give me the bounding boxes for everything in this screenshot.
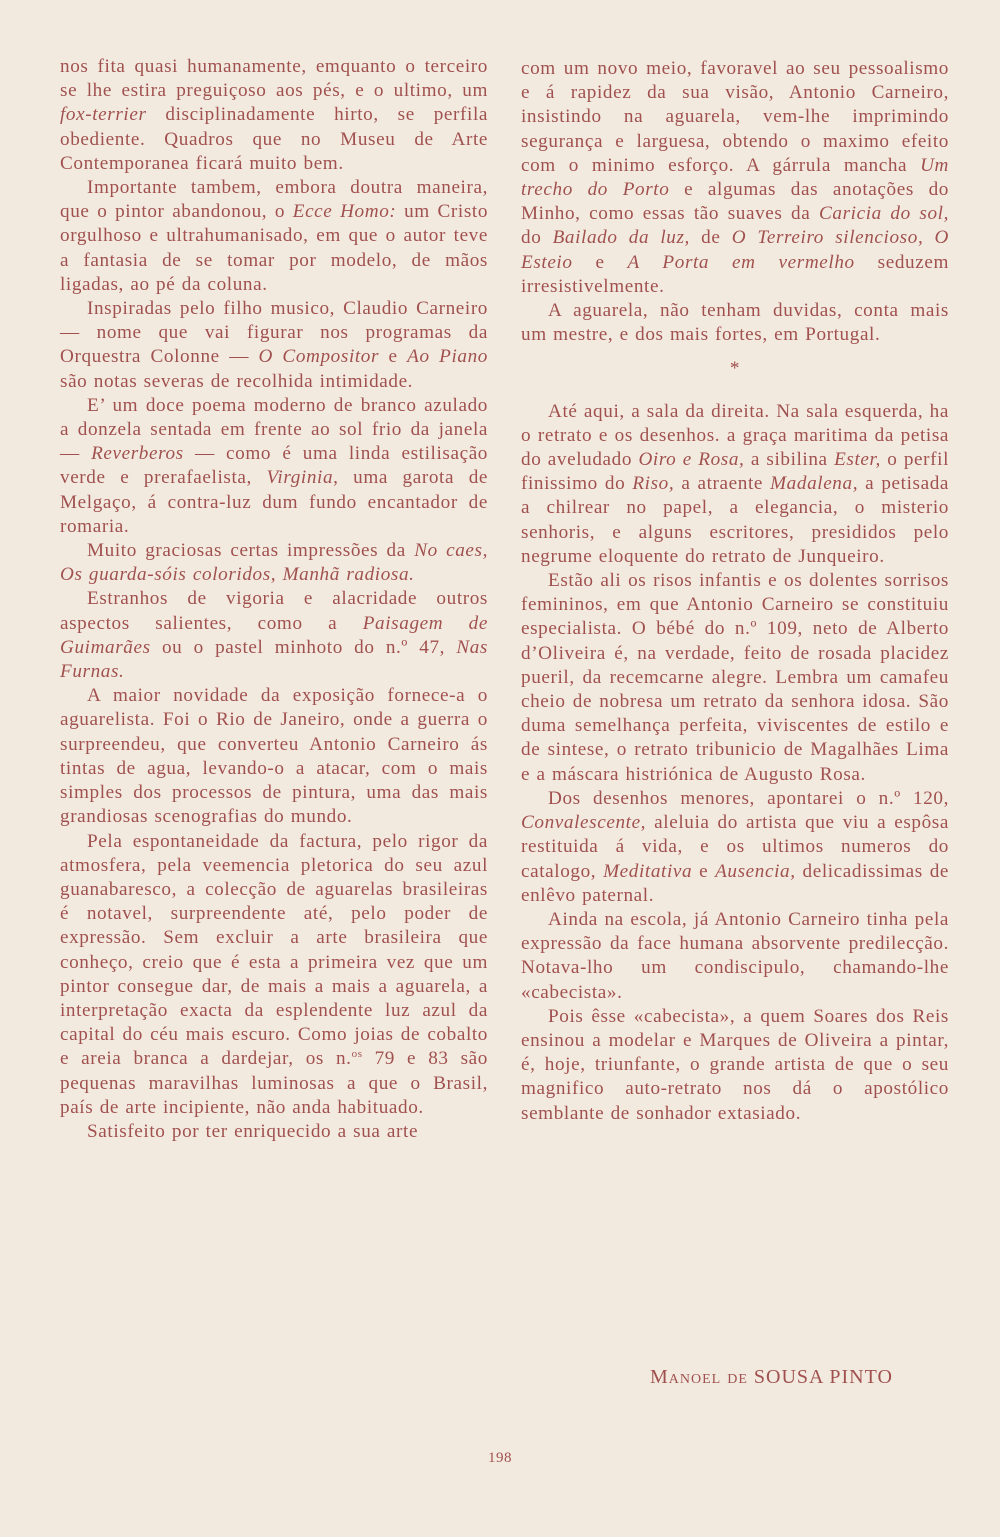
left_column-paragraph: Estranhos de vigoria e alacridade outros aspectos salientes, como a Paisagem de Guimarães ou o pastel minhoto do n.º 47, Nas Furnas. [60, 588, 488, 683]
author-signature [650, 1366, 893, 1389]
right_column-paragraph: Ainda na escola, já Antonio Carneiro tinha pela expressão da face humana absorvente predilecção. Notava-lho um condiscipulo, chamando-lhe «cabecista». [521, 908, 949, 1003]
signature-first-name: Manoel de [650, 1366, 748, 1388]
right_column-paragraph: Até aqui, a sala da direita. Na sala esquerda, ha o retrato e os desenhos. a graça maritima da petisa do aveludado Oiro e Rosa, a sibilina Ester, o perfil finissimo do Riso, a atraente Madalena, a petisada a chilrear no papel, a elegancia, o misterio senhoris, e alguns escritores, presididos pelo negrume eloquente do retrato de Junqueiro. [521, 400, 949, 567]
left_column-paragraph: nos fita quasi humanamente, emquanto o terceiro se lhe estira preguiçoso aos pés, e o ultimo, um fox-terrier disciplinadamente hirto, se perfila obediente. Quadros que no Museu de Arte Contemporanea ficará muito bem. [60, 56, 488, 174]
right-column [521, 57, 949, 1126]
left_column-paragraph: Pela espontaneidade da factura, pelo rigor da atmosfera, pela veemencia pletorica do seu azul guanabaresco, a colecção de aguarelas brasileiras é notavel, surpreendente até, pelo poder de expressão. Sem excluir a arte brasileira que conheço, creio que é esta a primeira vez que um pintor consegue dar, de mais a mais a aguarela, a interpretação exacta da esplendente luz azul da capital do céu mais escuro. Como joias de cobalto e areia branca a dardejar, os n.$^{os}$ 79 e 83 são pequenas maravilhas luminosas a que o Brasil, país de arte incipiente, não anda habituado. [60, 830, 488, 1118]
signature-last-name: SOUSA PINTO [753, 1366, 893, 1388]
left_column-paragraph: Importante tambem, embora doutra maneira, que o pintor abandonou, o Ecce Homo: um Cristo orgulhoso e ultrahumanisado, em que o autor teve a fantasia de se tomar por modelo, de mãos ligadas, ao pé da coluna. [60, 177, 489, 295]
left_column-paragraph: Satisfeito por ter enriquecido a sua arte [87, 1120, 419, 1142]
right_column-paragraph: * [729, 358, 741, 380]
left_column-paragraph: E’ um doce poema moderno de branco azulado a donzela sentada em frente ao sol frio da janela — Reverberos — como é uma linda estilisação verde e prerafaelista, Virginia, uma garota de Melgaço, á contra-luz dum fundo encantador de romaria. [60, 394, 489, 537]
right_column-paragraph: Dos desenhos menores, apontarei o n.º 120, Convalescente, aleluia do artista que viu a espôsa restituida á vida, e os ultimos numeros do catalogo, Meditativa e Ausencia, delicadissimas de enlêvo paternal. [521, 787, 949, 906]
left-column [60, 55, 488, 1144]
right_column-paragraph: com um novo meio, favoravel ao seu pessoalismo e á rapidez da sua visão, Antonio Carneiro, insistindo na aguarela, vem-lhe imprimindo segurança e larguesa, obtendo o maximo efeito com o minimo esforço. A gárrula mancha Um trecho do Porto e algumas das anotações do Minho, como essas tão suaves da Caricia do sol, do Bailado da luz, de O Terreiro silencioso, O Esteio e A Porta em vermelho seduzem irresistivelmente. [521, 58, 950, 297]
left_column-paragraph: Muito graciosas certas impressões da No caes, Os guarda-sóis coloridos, Manhã radiosa. [60, 540, 488, 586]
right_column-paragraph: Estão ali os risos infantis e os dolentes sorrisos femininos, em que Antonio Carneiro se constituiu especialista. O bébé do n.º 109, neto de Alberto d’Oliveira é, na verdade, feito de rosada placidez pueril, da recemcarne alegre. Lembra um camafeu cheio de nobresa um retrato da senhora idosa. São duma semelhança perfeita, viviscentes de estilo e de sintese, o retrato tribunicio de Magalhães Lima e a máscara histriónica de Augusto Rosa. [521, 570, 949, 785]
left_column-paragraph: A maior novidade da exposição fornece-a o aguarelista. Foi o Rio de Janeiro, onde a guerra o surpreendeu, que converteu Antonio Carneiro ás tintas de agua, levando-o a atacar, com o mais simples dos processos de pintura, uma das mais grandiosas scenografias do mundo. [60, 685, 488, 828]
page-number: 198 [488, 1450, 512, 1466]
left_column-paragraph: Inspiradas pelo filho musico, Claudio Carneiro — nome que vai figurar nos programas da Orquestra Colonne — O Compositor e Ao Piano são notas severas de recolhida intimidade. [60, 298, 488, 392]
right_column-paragraph: Pois êsse «cabecista», a quem Soares dos Reis ensinou a modelar e Marques de Oliveira a pintar, é, hoje, triunfante, o grande artista de que o seu magnifico auto-retrato nos dá o apostólico semblante de sonhador extasiado. [521, 1005, 949, 1124]
right_column-paragraph: A aguarela, não tenham duvidas, conta mais um mestre, e dos mais fortes, em Portugal. [521, 300, 949, 346]
